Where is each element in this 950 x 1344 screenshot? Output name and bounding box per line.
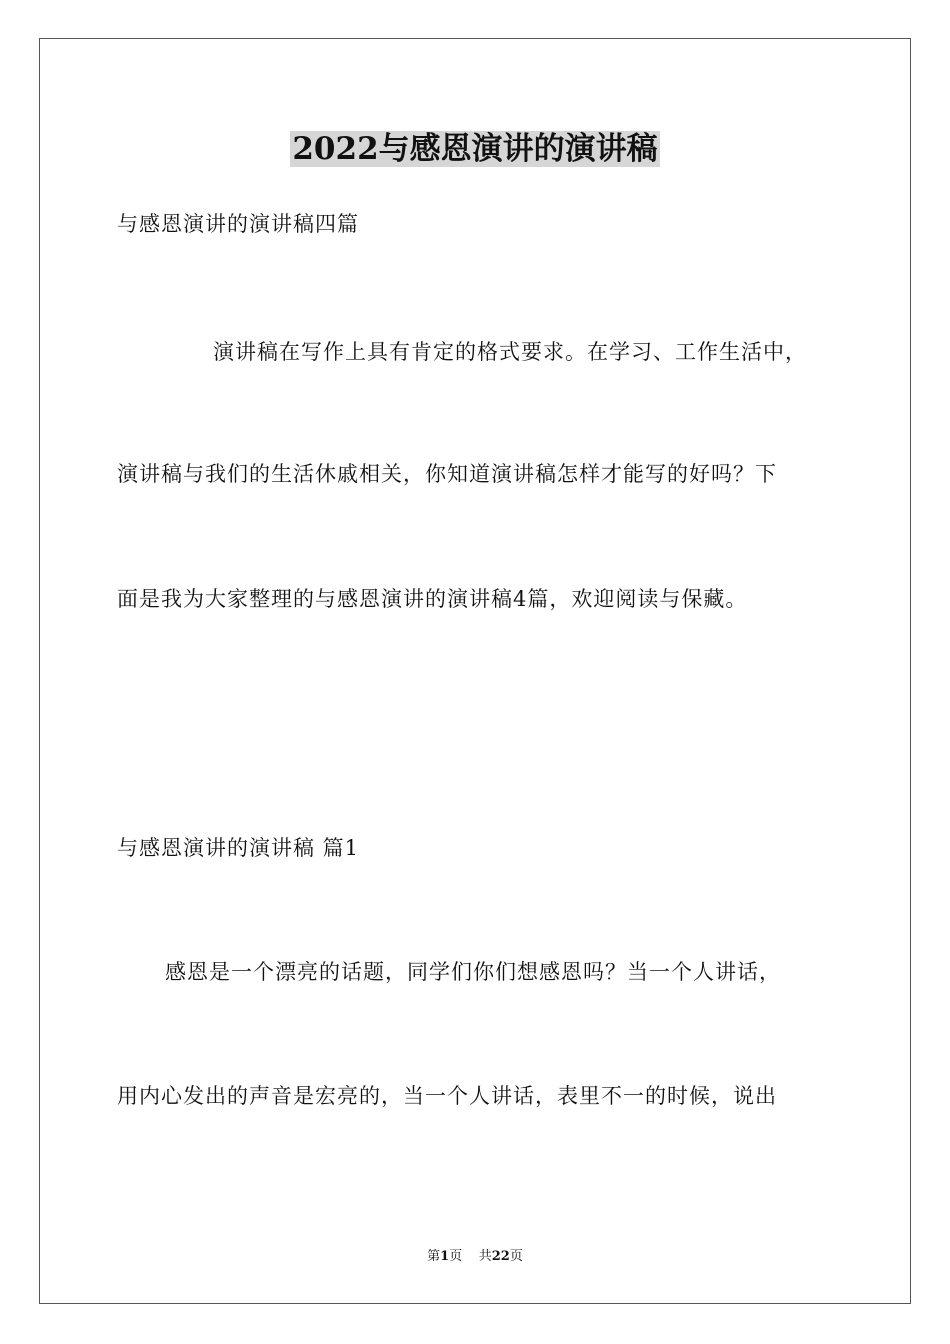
- document-subtitle: 与感恩演讲的演讲稿四篇: [117, 212, 359, 236]
- page-footer: [0, 1248, 950, 1266]
- section-line-1: 感恩是一个漂亮的话题，同学们你们想感恩吗？当一个人讲话，: [165, 960, 781, 984]
- intro-line-2: 演讲稿与我们的生活休戚相关，你知道演讲稿怎样才能写的好吗？下: [117, 462, 777, 486]
- footer-total-pages: 22: [491, 1249, 510, 1264]
- footer-total-prefix: 共: [478, 1249, 492, 1264]
- document-title-text: 2022与感恩演讲的演讲稿: [292, 131, 658, 167]
- section-heading: 与感恩演讲的演讲稿 篇1: [117, 836, 360, 860]
- footer-page-number: 1: [440, 1249, 450, 1264]
- section-line-2: 用内心发出的声音是宏亮的，当一个人讲话，表里不一的时候，说出: [117, 1084, 777, 1108]
- document-title: [0, 128, 950, 170]
- footer-page-suffix: 页: [449, 1249, 463, 1264]
- intro-line-3: 面是我为大家整理的与感恩演讲的演讲稿4篇，欢迎阅读与保藏。: [117, 587, 748, 611]
- footer-total-suffix: 页: [509, 1249, 523, 1264]
- footer-page-prefix: 第: [427, 1249, 441, 1264]
- intro-line-1: 演讲稿在写作上具有肯定的格式要求。在学习、工作生活中，: [213, 340, 807, 364]
